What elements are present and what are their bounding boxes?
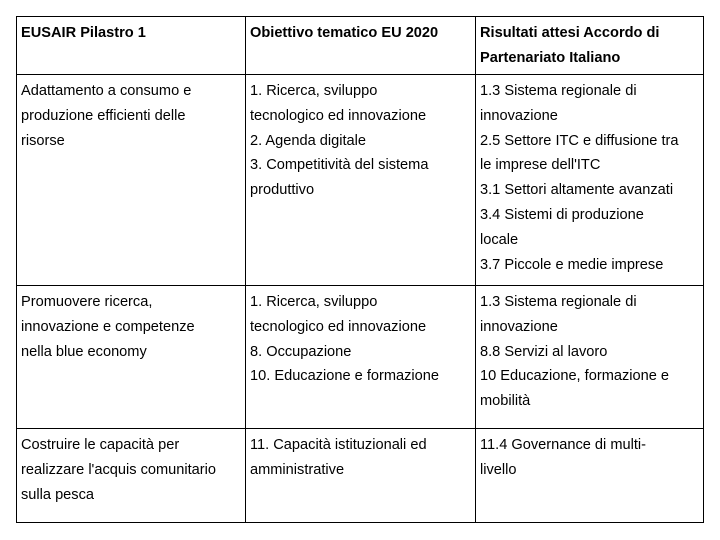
cell-line: sulla pesca bbox=[21, 486, 95, 503]
cell-line: tecnologico ed innovazione bbox=[250, 318, 427, 335]
results-cell bbox=[476, 429, 704, 523]
table-row bbox=[17, 75, 704, 286]
cell-line: risorse bbox=[21, 132, 65, 149]
table-row bbox=[17, 286, 704, 429]
pillar-table bbox=[16, 16, 704, 523]
cell-line: innovazione bbox=[480, 318, 558, 335]
header-cell-objective bbox=[246, 17, 476, 75]
pillar-cell bbox=[17, 429, 246, 523]
cell-line: nella blue economy bbox=[21, 343, 147, 360]
header-cell-pillar bbox=[17, 17, 246, 75]
cell-line: 3.4 Sistemi di produzione bbox=[480, 206, 644, 223]
table-header-row bbox=[17, 17, 704, 75]
cell-line: 11.4 Governance di multi- bbox=[480, 437, 647, 453]
cell-line: tecnologico ed innovazione bbox=[250, 107, 427, 124]
objective-cell bbox=[246, 75, 476, 286]
cell-line: 1. Ricerca, sviluppo bbox=[250, 294, 378, 310]
pillar-cell bbox=[17, 286, 246, 429]
cell-line: Adattamento a consumo e bbox=[21, 83, 192, 99]
cell-line: 8.8 Servizi al lavoro bbox=[480, 343, 608, 360]
cell-line: 3. Competitività del sistema bbox=[250, 157, 429, 174]
cell-line: livello bbox=[480, 461, 517, 478]
cell-line: Promuovere ricerca, bbox=[21, 294, 153, 310]
cell-line: 8. Occupazione bbox=[250, 343, 352, 360]
cell-line: 11. Capacità istituzionali ed bbox=[250, 437, 427, 453]
cell-line: 2.5 Settore ITC e diffusione tra bbox=[480, 132, 679, 149]
cell-line: 2. Agenda digitale bbox=[250, 132, 367, 149]
cell-line: mobilità bbox=[480, 393, 531, 410]
cell-line: le imprese dell'ITC bbox=[480, 157, 601, 174]
cell-line: Obiettivo tematico EU 2020 bbox=[250, 25, 439, 41]
results-cell bbox=[476, 75, 704, 286]
cell-line: 1.3 Sistema regionale di bbox=[480, 83, 637, 99]
cell-line: innovazione e competenze bbox=[21, 318, 195, 335]
cell-line: produttivo bbox=[250, 182, 315, 199]
cell-line: Costruire le capacità per bbox=[21, 437, 180, 453]
cell-line: locale bbox=[480, 231, 519, 248]
results-cell bbox=[476, 286, 704, 429]
header-cell-results bbox=[476, 17, 704, 75]
table-row bbox=[17, 429, 704, 523]
objective-cell bbox=[246, 286, 476, 429]
cell-line: 3.7 Piccole e medie imprese bbox=[480, 256, 664, 273]
cell-line: 3.1 Settori altamente avanzati bbox=[480, 182, 674, 199]
cell-line: realizzare l'acquis comunitario bbox=[21, 461, 217, 478]
cell-line: 10 Educazione, formazione e bbox=[480, 368, 670, 385]
cell-line: produzione efficienti delle bbox=[21, 107, 186, 124]
pillar-cell bbox=[17, 75, 246, 286]
cell-line: Risultati attesi Accordo di bbox=[480, 25, 660, 41]
cell-line: 1. Ricerca, sviluppo bbox=[250, 83, 378, 99]
cell-line: EUSAIR Pilastro 1 bbox=[21, 25, 146, 41]
objective-cell bbox=[246, 429, 476, 523]
cell-line: 10. Educazione e formazione bbox=[250, 368, 440, 385]
cell-line: 1.3 Sistema regionale di bbox=[480, 294, 637, 310]
cell-line: Partenariato Italiano bbox=[480, 49, 621, 66]
cell-line: amministrative bbox=[250, 461, 345, 478]
cell-line: innovazione bbox=[480, 107, 558, 124]
